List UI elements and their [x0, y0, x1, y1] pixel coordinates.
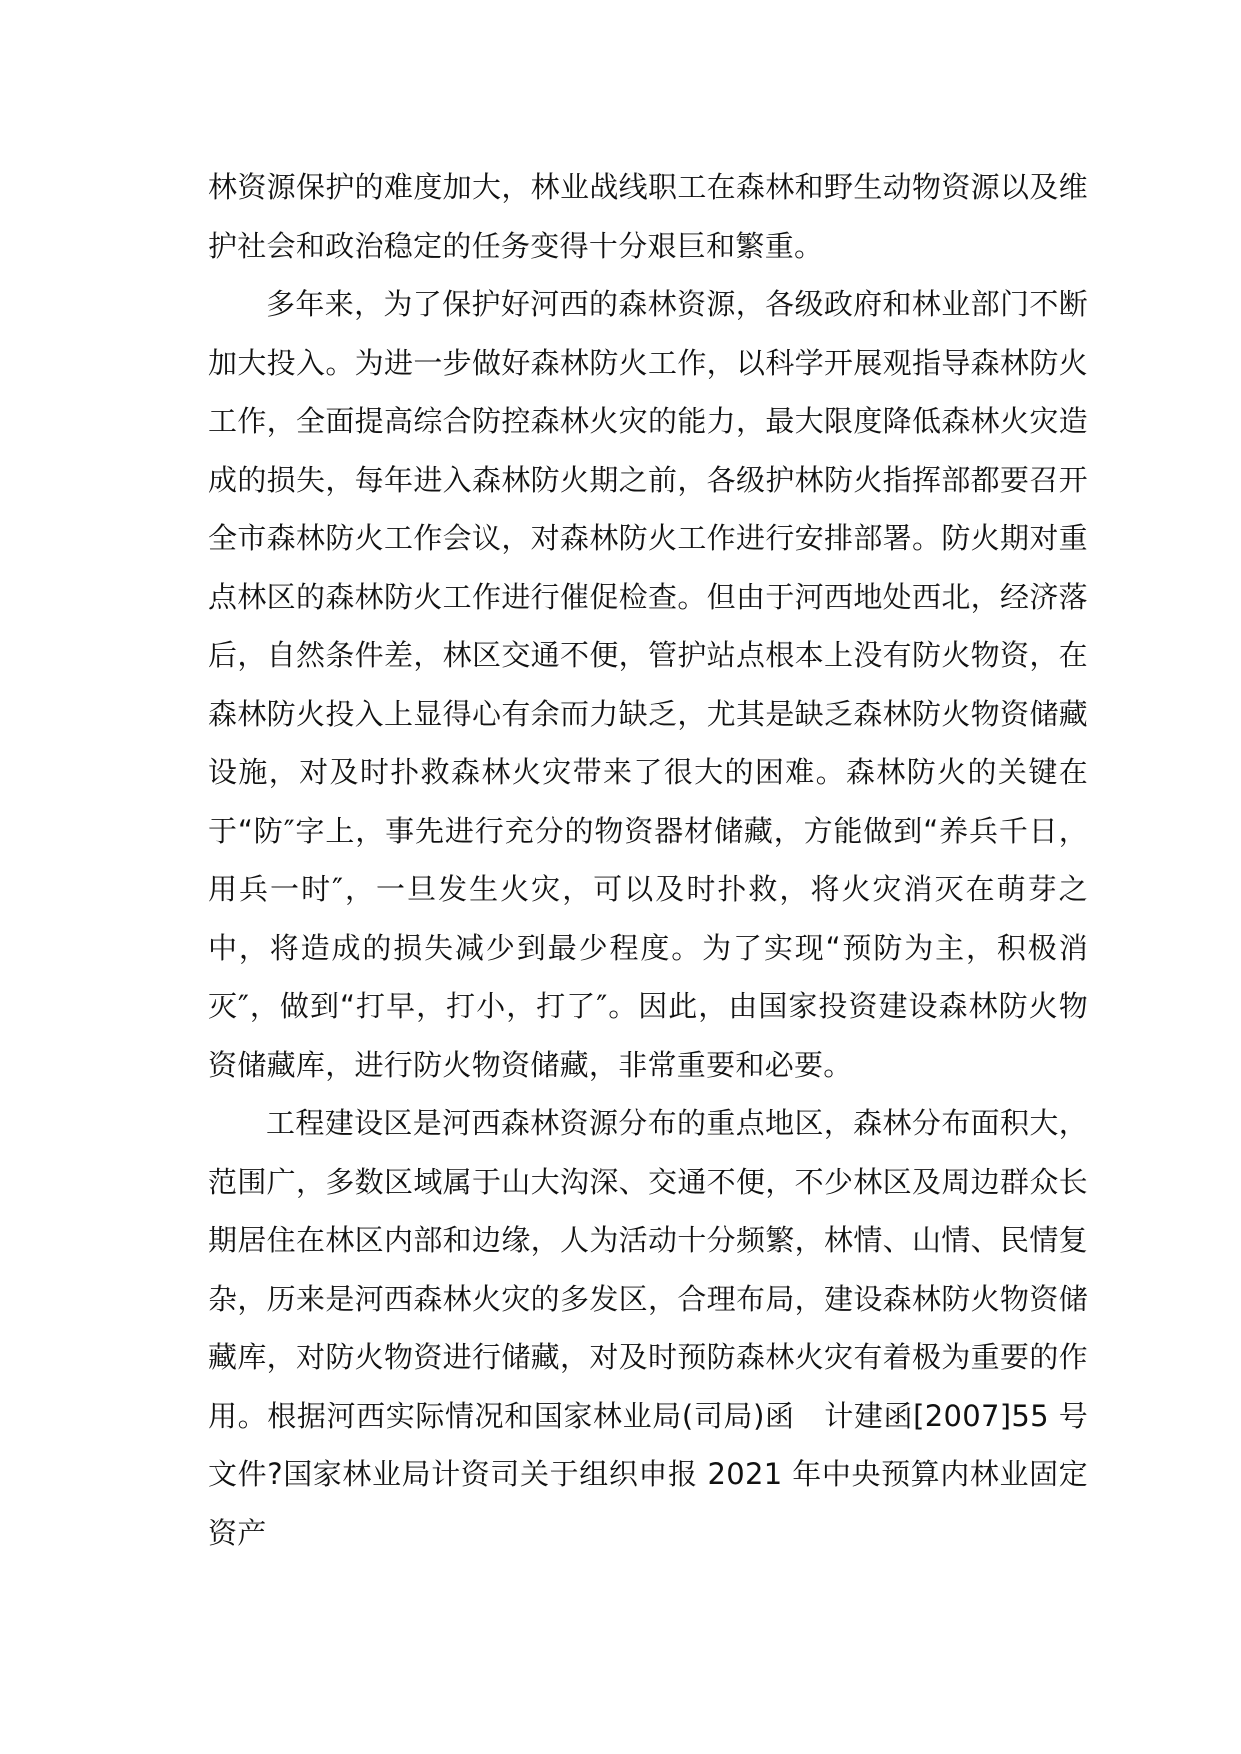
paragraph-3: 工程建设区是河西森林资源分布的重点地区，森林分布面积大，范围广，多数区域属于山大沟深、交通不便，不少林区及周边群众长期居住在林区内部和边缘，人为活动十分频繁，林情、山情、民情复杂，历来是河西森林火灾的多发区，合理布局，建设森林防火物资储藏库，对防火物资进行储藏，对及时预防森林火灾有着极为重要的作用。根据河西实际情况和国家林业局(司局)函 计建函[2007]55 号文件?国家林业局计资司关于组织申报 2021 年中央预算内林业固定资产: [208, 1106, 1088, 1550]
paragraph-1: 林资源保护的难度加大，林业战线职工在森林和野生动物资源以及维护社会和政治稳定的任务变得十分艰巨和繁重。: [208, 170, 1088, 263]
paragraph-2: 多年来，为了保护好河西的森林资源，各级政府和林业部门不断加大投入。为进一步做好森林防火工作，以科学开展观指导森林防火工作，全面提高综合防控森林火灾的能力，最大限度降低森林火灾造成的损失，每年进入森林防火期之前，各级护林防火指挥部都要召开全市森林防火工作会议，对森林防火工作进行安排部署。防火期对重点林区的森林防火工作进行催促检查。但由于河西地处西北，经济落后，自然条件差，林区交通不便，管护站点根本上没有防火物资，在森林防火投入上显得心有余而力缺乏，尤其是缺乏森林防火物资储藏设施，对及时扑救森林火灾带来了很大的困难。森林防火的关键在于“防″字上，事先进行充分的物资器材储藏，方能做到“养兵千日，用兵一时″，一旦发生火灾，可以及时扑救，将火灾消灭在萌芽之中，将造成的损失减少到最少程度。为了实现“预防为主，积极消灭″，做到“打早，打小，打了″。因此，由国家投资建设森林防火物资储藏库，进行防火物资储藏，非常重要和必要。: [208, 287, 1088, 1082]
body-text: [208, 158, 1088, 1562]
